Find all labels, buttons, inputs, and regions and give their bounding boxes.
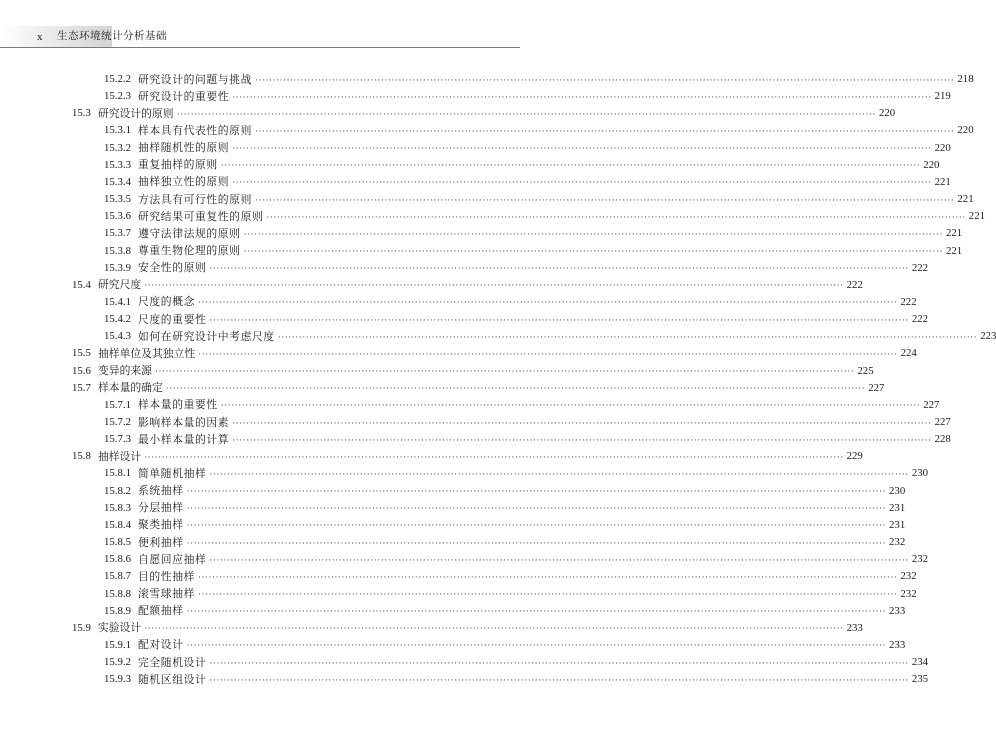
toc-section-entry[interactable] [0, 345, 917, 361]
toc-entry-number: 15.3.8 [104, 244, 131, 257]
toc-subsection-entry[interactable] [0, 586, 917, 602]
toc-entry-title: 配额抽样 [138, 605, 184, 618]
toc-entry-line [138, 226, 963, 241]
toc-dot-leader: ········································································································································································································ [277, 331, 978, 342]
toc-dot-leader: ········································································································································································································ [186, 606, 887, 617]
toc-entry-number: 15.3.3 [104, 158, 131, 171]
toc-dot-leader: ········································································································································································································ [254, 125, 955, 136]
toc-entry-page: 220 [934, 141, 951, 154]
toc-entry-page: 232 [900, 587, 917, 600]
toc-entry-line [98, 620, 863, 635]
toc-entry-line [138, 483, 906, 498]
toc-dot-leader: ········································································································································································································ [220, 160, 921, 171]
toc-entry-page: 221 [968, 210, 985, 223]
toc-entry-line [138, 312, 929, 327]
toc-subsection-entry[interactable] [0, 243, 963, 259]
toc-entry-number: 15.8.1 [104, 467, 131, 480]
toc-entry-number: 15.4.2 [104, 313, 131, 326]
toc-section-entry[interactable] [0, 620, 863, 636]
toc-dot-leader: ········································································································································································································ [198, 348, 898, 359]
toc-entry-page: 234 [911, 656, 929, 669]
toc-entry-number: 15.3.6 [104, 210, 131, 223]
toc-entry-title: 研究设计的重要性 [138, 90, 230, 103]
toc-entry-line [98, 277, 863, 292]
toc-dot-leader: ········································································································································································································ [232, 417, 932, 428]
toc-dot-leader: ········································································································································································································ [209, 554, 909, 565]
toc-entry-line [138, 603, 906, 618]
toc-entry-line [138, 72, 974, 87]
toc-entry-line [138, 89, 951, 104]
toc-entry-line [138, 432, 951, 447]
toc-entry-title: 研究尺度 [98, 279, 142, 292]
toc-entry-line [138, 517, 906, 532]
toc-dot-leader: ········································································································································································································ [186, 537, 887, 548]
toc-entry-number: 15.9.3 [104, 673, 131, 686]
toc-entry-number: 15.9.2 [104, 656, 131, 669]
toc-entry-line [98, 449, 863, 464]
toc-entry-number: 15.2.3 [104, 90, 131, 103]
toc-entry-number: 15.7.2 [104, 416, 131, 428]
toc-subsection-entry[interactable] [0, 328, 996, 344]
toc-entry-page: 232 [911, 553, 929, 566]
toc-entry-title: 尺度的概念 [138, 296, 195, 309]
toc-subsection-entry[interactable] [0, 603, 906, 619]
toc-dot-leader: ········································································································································································································ [232, 434, 932, 445]
toc-entry-line [138, 672, 929, 687]
toc-entry-title: 影响样本量的因素 [138, 416, 230, 429]
toc-dot-leader: ········································································································································································································ [197, 571, 898, 582]
toc-entry-title: 最小样本量的计算 [138, 433, 230, 446]
toc-subsection-entry[interactable] [0, 71, 974, 87]
toc-dot-leader: ········································································································································································································ [144, 623, 844, 634]
toc-entry-number: 15.8 [72, 450, 91, 463]
toc-entry-title: 安全性的原则 [138, 262, 207, 275]
toc-subsection-entry[interactable] [0, 157, 940, 173]
toc-entry-title: 尺度的重要性 [138, 313, 207, 326]
toc-entry-line [138, 209, 985, 224]
toc-entry-title: 抽样独立性的原则 [138, 176, 230, 189]
toc-entry-line [138, 260, 929, 275]
toc-entry-title: 研究设计的问题与挑战 [138, 73, 252, 86]
toc-entry-title: 完全随机设计 [138, 656, 207, 669]
toc-dot-leader: ········································································································································································································ [209, 657, 909, 668]
toc-entry-page: 218 [957, 73, 974, 85]
toc-entry-page: 230 [911, 467, 929, 480]
toc-entry-title: 滚雪球抽样 [138, 588, 195, 600]
toc-dot-leader: ········································································································································································································ [243, 228, 943, 239]
toc-entry-number: 15.3.7 [104, 227, 131, 240]
toc-entry-line [138, 552, 929, 567]
toc-subsection-entry[interactable] [0, 311, 929, 327]
toc-entry-title: 配对设计 [138, 639, 184, 652]
toc-entry-title: 如何在研究设计中考虑尺度 [138, 330, 275, 343]
toc-entry-page: 233 [889, 604, 906, 617]
toc-entry-line [138, 569, 917, 584]
toc-dot-leader: ········································································································································································································ [266, 211, 966, 222]
toc-entry-number: 15.7.3 [104, 433, 131, 446]
header-rule [0, 47, 520, 48]
toc-subsection-entry[interactable] [0, 568, 917, 584]
toc-entry-number: 15.8.5 [104, 536, 131, 549]
toc-entry-title: 样本量的重要性 [138, 399, 218, 412]
toc-dot-leader: ········································································································································································································ [154, 366, 855, 377]
toc-entry-line [138, 123, 974, 138]
toc-entry-line [98, 363, 874, 378]
toc-entry-number: 15.3.9 [104, 261, 131, 274]
toc-subsection-entry[interactable] [0, 671, 929, 687]
toc-subsection-entry[interactable] [0, 191, 974, 207]
toc-subsection-entry[interactable] [0, 225, 963, 241]
toc-entry-number: 15.8.8 [104, 587, 131, 600]
toc-entry-title: 随机区组设计 [138, 673, 207, 686]
toc-dot-leader: ········································································································································································································ [220, 400, 921, 411]
toc-subsection-entry[interactable] [0, 500, 906, 516]
toc-entry-line [138, 655, 929, 670]
toc-entry-page: 225 [857, 364, 874, 377]
toc-entry-line [138, 140, 951, 155]
toc-entry-number: 15.3 [72, 107, 91, 120]
toc-section-entry[interactable] [0, 277, 863, 293]
toc-entry-page: 221 [946, 227, 963, 240]
toc-entry-number: 15.4.3 [104, 330, 131, 343]
toc-entry-number: 15.9.1 [104, 638, 131, 651]
toc-entry-page: 220 [923, 158, 940, 171]
toc-dot-leader: ········································································································································································································ [186, 486, 887, 497]
toc-entry-page: 222 [900, 295, 917, 308]
toc-subsection-entry[interactable] [0, 174, 951, 190]
toc-subsection-entry[interactable] [0, 431, 951, 447]
toc-entry-page: 220 [957, 124, 974, 137]
toc-dot-leader: ········································································································································································································ [209, 674, 909, 685]
toc-entry-page: 222 [846, 278, 863, 291]
toc-dot-leader: ········································································································································································································ [165, 383, 866, 394]
toc-subsection-entry[interactable] [0, 397, 940, 413]
toc-entry-number: 15.6 [72, 364, 91, 377]
toc-entry-title: 遵守法律法规的原则 [138, 227, 241, 240]
toc-entry-page: 233 [889, 638, 906, 651]
toc-dot-leader: ········································································································································································································ [186, 520, 887, 531]
toc-entry-page: 229 [846, 450, 863, 463]
toc-entry-number: 15.8.3 [104, 501, 131, 514]
toc-entry-page: 231 [889, 501, 906, 514]
toc-section-entry[interactable] [0, 105, 896, 121]
toc-subsection-entry[interactable] [0, 140, 951, 156]
toc-dot-leader: ········································································································································································································ [254, 74, 955, 85]
toc-entry-title: 简单随机抽样 [138, 467, 207, 480]
toc-entry-number: 15.8.2 [104, 484, 131, 497]
toc-entry-page: 219 [934, 90, 951, 103]
toc-entry-title: 分层抽样 [138, 502, 184, 515]
toc-dot-leader: ········································································································································································································ [197, 589, 898, 599]
toc-entry-number: 15.4 [72, 278, 91, 291]
toc-entry-title: 自愿回应抽样 [138, 553, 207, 566]
toc-subsection-entry[interactable] [0, 88, 951, 104]
toc-entry-title: 便利抽样 [138, 536, 184, 549]
toc-dot-leader: ········································································································································································································ [186, 503, 887, 514]
toc-entry-title: 变异的来源 [98, 365, 152, 378]
toc-entry-title: 聚类抽样 [138, 519, 184, 532]
toc-entry-line [138, 415, 951, 430]
toc-entry-title: 样本具有代表性的原则 [138, 124, 252, 137]
toc-entry-line [98, 380, 885, 395]
toc-entry-title: 重复抽样的原则 [138, 159, 218, 172]
toc-subsection-entry[interactable] [0, 294, 917, 310]
toc-entry-page: 230 [889, 484, 906, 497]
toc-entry-number: 15.2.2 [104, 73, 131, 85]
toc-entry-number: 15.3.4 [104, 175, 131, 188]
toc-entry-number: 15.8.7 [104, 570, 131, 583]
toc-subsection-entry[interactable] [0, 208, 985, 224]
toc-subsection-entry[interactable] [0, 654, 929, 670]
toc-subsection-entry[interactable] [0, 260, 929, 276]
toc-entry-line [138, 243, 963, 258]
toc-dot-leader: ········································································································································································································ [209, 314, 909, 325]
toc-entry-title: 样本量的确定 [98, 382, 163, 395]
toc-entry-page: 221 [934, 175, 951, 188]
toc-entry-page: 220 [879, 107, 896, 120]
toc-entry-title: 方法具有可行性的原则 [138, 193, 252, 206]
toc-entry-page: 231 [889, 518, 906, 531]
toc-entry-line [138, 637, 906, 652]
toc-entry-line [138, 329, 996, 344]
toc-entry-number: 15.4.1 [104, 295, 131, 308]
toc-entry-number: 15.8.9 [104, 604, 131, 617]
toc-entry-page: 232 [889, 536, 906, 549]
toc-dot-leader: ········································································································································································································ [254, 194, 955, 205]
running-header [0, 26, 520, 48]
toc-entry-page: 227 [868, 381, 885, 394]
toc-dot-leader: ········································································································································································································ [144, 451, 844, 462]
toc-entry-number: 15.5 [72, 347, 91, 360]
toc-entry-title: 研究结果可重复性的原则 [138, 210, 264, 223]
toc-subsection-entry[interactable] [0, 122, 974, 138]
toc-section-entry[interactable] [0, 363, 874, 379]
toc-entry-number: 15.7 [72, 381, 91, 394]
toc-entry-line [138, 586, 917, 601]
toc-entry-line [138, 192, 974, 207]
toc-entry-page: 221 [957, 193, 974, 206]
toc-subsection-entry[interactable] [0, 414, 951, 430]
toc-entry-page: 228 [934, 433, 951, 446]
toc-entry-line [138, 500, 906, 515]
toc-entry-line [138, 397, 940, 412]
toc-entry-title: 抽样随机性的原则 [138, 142, 230, 155]
toc-dot-leader: ········································································································································································································ [209, 468, 909, 479]
toc-entry-title: 抽样单位及其独立性 [98, 347, 196, 360]
toc-subsection-entry[interactable] [0, 551, 929, 567]
toc-entry-line [138, 294, 917, 309]
toc-dot-leader: ········································································································································································································ [197, 297, 898, 308]
toc-entry-line [138, 157, 940, 172]
toc-dot-leader: ········································································································································································································ [232, 177, 932, 188]
toc-entry-page: 227 [923, 398, 940, 411]
toc-subsection-entry[interactable] [0, 465, 929, 481]
toc-entry-title: 目的性抽样 [138, 570, 195, 583]
toc-entry-line [138, 466, 929, 481]
toc-dot-leader: ········································································································································································································ [232, 91, 932, 102]
toc-entry-title: 尊重生物伦理的原则 [138, 245, 241, 257]
toc-entry-title: 研究设计的原则 [98, 107, 174, 120]
toc-entry-page: 222 [911, 313, 929, 326]
toc-entry-number: 15.3.1 [104, 124, 131, 137]
toc-dot-leader: ········································································································································································································ [186, 640, 887, 651]
toc-entry-page: 233 [846, 621, 863, 634]
toc-entry-number: 15.8.6 [104, 553, 131, 566]
toc-subsection-entry[interactable] [0, 637, 906, 653]
toc-dot-leader: ········································································································································································································ [243, 246, 943, 256]
toc-subsection-entry[interactable] [0, 483, 906, 499]
toc-entry-title: 系统抽样 [138, 485, 184, 498]
toc-dot-leader: ········································································································································································································ [232, 143, 932, 154]
toc-entry-page: 227 [934, 416, 951, 428]
toc-dot-leader: ········································································································································································································ [144, 280, 844, 291]
toc-entry-number: 15.8.4 [104, 518, 131, 531]
toc-subsection-entry[interactable] [0, 517, 906, 533]
toc-entry-page: 224 [900, 347, 917, 360]
toc-dot-leader: ········································································································································································································ [209, 263, 909, 274]
toc-entry-line [98, 346, 917, 361]
toc-entry-number: 15.9 [72, 621, 91, 634]
book-title: 生态环境统计分析基础 [57, 31, 167, 42]
toc-entry-page: 221 [946, 244, 963, 257]
toc-entry-number: 15.3.2 [104, 141, 131, 154]
toc-entry-page: 222 [911, 261, 929, 274]
toc-entry-line [138, 535, 906, 550]
toc-entry-number: 15.3.5 [104, 193, 131, 206]
toc-dot-leader: ········································································································································································································ [176, 108, 876, 119]
toc-entry-page: 223 [980, 330, 996, 343]
toc-entry-number: 15.7.1 [104, 398, 131, 411]
toc-section-entry[interactable] [0, 448, 863, 464]
toc-entry-title: 抽样设计 [98, 450, 142, 463]
toc-entry-page: 235 [911, 673, 929, 686]
toc-subsection-entry[interactable] [0, 534, 906, 550]
toc-entry-page: 232 [900, 570, 917, 583]
toc-entry-line [98, 106, 896, 121]
page-number: x [37, 31, 43, 43]
toc-entry-title: 实验设计 [98, 622, 142, 635]
toc-entry-line [138, 174, 951, 189]
toc-section-entry[interactable] [0, 380, 885, 396]
